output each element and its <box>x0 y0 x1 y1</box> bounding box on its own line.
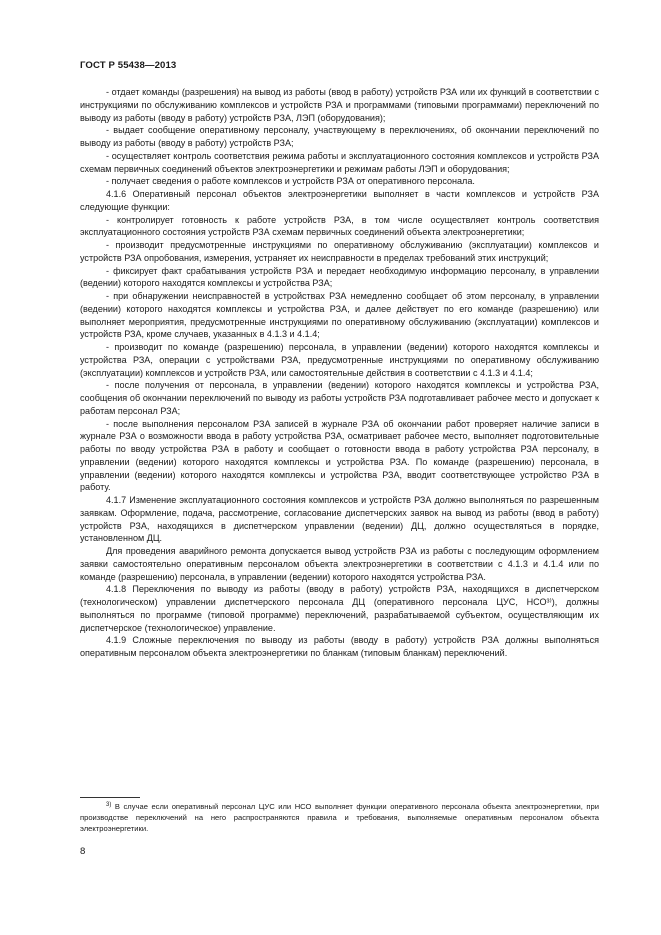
paragraph: 4.1.6 Оперативный персонал объектов электроэнергетики выполняет в части комплексов и устройств РЗА следующие функции: <box>80 189 599 212</box>
paragraph: - осуществляет контроль соответствия режима работы и эксплуатационного состояния комплексов и устройств РЗА схемам первичных соединений объектов электроэнергетики и режимам работы ЛЭП и оборудования; <box>80 150 599 174</box>
paragraph: - производит предусмотренные инструкциями по оперативному обслуживанию (эксплуатации) комплексов и устройств РЗА опробования, измерения, устраняет их неисправности в пределах требований этих инструкций; <box>80 240 599 263</box>
paragraph: 4.1.8 Переключения по выводу из работы (вводу в работу) устройств РЗА, находящихся в диспетчерском (технологическом) управлении диспетчерского персонала ДЦ (оперативного персонала ЦУС, НСО³⁾), должны выполняться по программе (типовой программе) переключений, разрабатываемой субъектом, осуществляющим их диспетчерское (технологическое) управление. <box>80 584 599 633</box>
page-number: 8 <box>80 846 86 857</box>
footnote-mark: 3) <box>106 802 112 808</box>
footnote-divider <box>80 797 140 798</box>
paragraph: - после получения от персонала, в управлении (ведении) которого находятся комплексы и устройства РЗА, сообщения об окончании переключений по выводу из работы устройств РЗА подготавливает рабочее место и допускает к работам персонал РЗА; <box>80 380 599 416</box>
paragraph: - отдает команды (разрешения) на вывод из работы (ввод в работу) устройств РЗА или их функций в соответствии с инструкциями по обслуживанию комплексов и устройств РЗА и программами (типовыми программами) переключений по выводу из работы (вводу в работу) устройств РЗА, ЛЭП (оборудования); <box>80 87 599 123</box>
paragraph: 4.1.7 Изменение эксплуатационного состояния комплексов и устройств РЗА должно выполняться по разрешенным заявкам. Оформление, подача, рассмотрение, согласование диспетчерских заявок на вывод из работы (ввод в работу) устройств РЗА, находящихся в диспетчерском управлении (ведении) ДЦ, должно осуществляться в порядке, установленном ДЦ. <box>80 495 599 544</box>
paragraph: - производит по команде (разрешению) персонала, в управлении (ведении) которого находятся комплексы и устройства РЗА, операции с устройствами РЗА, предусмотренные инструкциями по оперативному обслуживанию (эксплуатации) комплексов и устройств РЗА, или самостоятельные действия в соответствии с 4.1.3 и 4.1.4; <box>80 342 599 378</box>
paragraph: - при обнаружении неисправностей в устройствах РЗА немедленно сообщает об этом персоналу, в управлении (ведении) которого находятся комплексы и устройства РЗА, и далее действует по его команде (разрешению) или выполняет мероприятия, предусмотренные инструкциями по оперативному обслуживанию (эксплуатации) комплексов и устройств РЗА, кроме случаев, указанных в 4.1.3 и 4.1.4; <box>80 291 599 340</box>
paragraph: 4.1.9 Сложные переключения по выводу из работы (вводу в работу) устройств РЗА должны выполняться оперативным персоналом объекта электроэнергетики по бланкам (типовым бланкам) переключений. <box>80 635 599 658</box>
paragraph: - фиксирует факт срабатывания устройств РЗА и передает необходимую информацию персоналу, в управлении (ведении) которого находятся комплексы и устройства РЗА; <box>80 265 599 289</box>
standard-header: ГОСТ Р 55438—2013 <box>80 60 177 71</box>
body-text <box>80 86 599 660</box>
footnote-text: В случае если оперативный персонал ЦУС или НСО выполняет функции оперативного персонала объекта электроэнергетики, при производстве переключений на него распространяются правила и требования, выполняемые оперативным персоналом объекта электроэнергетики. <box>80 802 599 834</box>
footnote <box>80 801 599 835</box>
paragraph: Для проведения аварийного ремонта допускается вывод устройств РЗА из работы с последующим оформлением заявки самостоятельно оперативным персоналом объекта электроэнергетики в соответствии с 4.1.3 и 4.1.4 или по команде (разрешению) персонала, в управлении (ведении) которого находятся устройства РЗА. <box>80 546 599 582</box>
paragraph: - выдает сообщение оперативному персоналу, участвующему в переключениях, об окончании переключений по выводу из работы (вводу в работу) устройств РЗА; <box>80 125 599 148</box>
footnote-paragraph <box>80 801 599 835</box>
paragraph: - контролирует готовность к работе устройств РЗА, в том числе осуществляет контроль соответствия эксплуатационного состояния устройств РЗА схемам первичных соединений объекта электроэнергетики; <box>80 214 599 238</box>
paragraph: - получает сведения о работе комплексов и устройств РЗА от оперативного персонала. <box>106 176 475 187</box>
paragraph: - после выполнения персоналом РЗА записей в журнале РЗА об окончании работ проверяет наличие записи в журнале РЗА о возможности ввода в работу устройства РЗА, осматривает рабочее место, выполняет подготовительные работы по вводу устройства РЗА в работу и сообщает о готовности ввода в работу устройства РЗА персоналу, в управлении (ведении) которого находятся комплексы и устройства РЗА. По команде (разрешению) персонала, в управлении (ведении) которого находятся комплексы и устройства РЗА, вводит соответствующее устройство РЗА в работу. <box>80 418 599 493</box>
